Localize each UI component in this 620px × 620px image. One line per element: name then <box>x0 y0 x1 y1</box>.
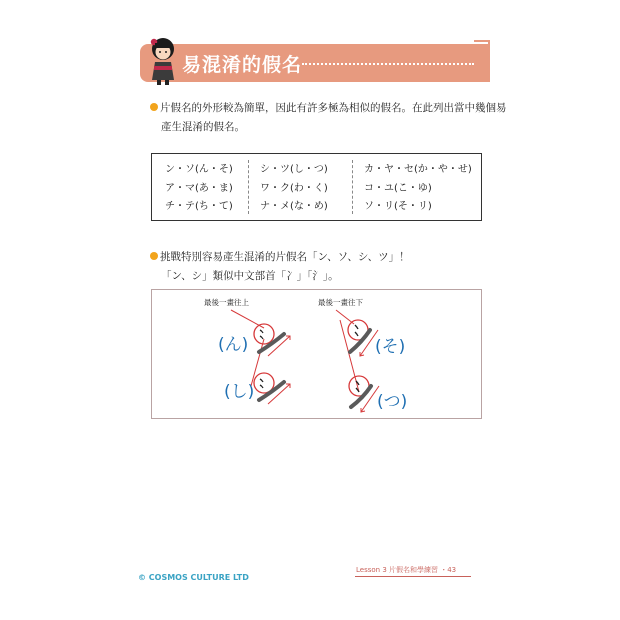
footer-rule <box>355 576 471 577</box>
kana-column-2 <box>260 161 328 217</box>
challenge-line-1 <box>150 250 410 264</box>
brush-stroke-down <box>350 330 370 352</box>
intro-line-1 <box>150 101 507 115</box>
kana-pair: コ・ユ(こ・ゆ) <box>364 182 432 194</box>
banner-corner-decoration <box>474 40 490 56</box>
kana-pair: チ・テ(ち・て) <box>165 201 233 212</box>
column-divider <box>352 160 353 214</box>
challenge-text-1: 挑戰特別容易產生混淆的片假名「ン、ソ、シ、ツ」！ <box>160 251 410 263</box>
label-last-stroke-up: 最後一畫往上 <box>204 298 249 307</box>
stroke-dots <box>355 325 358 336</box>
kana-comparison-box <box>151 153 482 221</box>
copyright-text: © COSMOS CULTURE LTD <box>138 573 249 582</box>
column-divider <box>248 160 249 214</box>
kana-pair: ン・ソ(ん・そ) <box>165 164 233 175</box>
kana-pair: カ・ヤ・セ(か・や・せ) <box>364 164 472 175</box>
intro-text-1: 片假名的外形較為簡單，因此有許多極為相似的假名。在此列出當中幾個易 <box>160 102 507 114</box>
hiragana-shi-label: (し) <box>224 382 255 402</box>
banner-dotted-line <box>302 63 474 65</box>
kana-pair: ア・マ(あ・ま) <box>165 182 233 194</box>
stroke-direction-diagram <box>151 289 482 419</box>
brush-stroke-up <box>259 382 284 400</box>
brush-stroke-down <box>351 386 371 407</box>
kana-pair: シ・ツ(し・つ) <box>260 164 328 175</box>
kana-pair: ソ・リ(そ・リ) <box>364 201 432 212</box>
label-last-stroke-down: 最後一畫往下 <box>318 298 363 307</box>
bullet-icon <box>150 252 158 260</box>
kana-pair: ワ・ク(わ・く) <box>260 182 328 194</box>
hiragana-so-label: (そ) <box>375 337 406 357</box>
stroke-dots <box>260 330 263 339</box>
intro-line-2: 產生混淆的假名。 <box>161 121 245 133</box>
pointer-line <box>251 339 264 386</box>
mascot-girl-icon <box>146 36 180 86</box>
stroke-diagram-svg <box>152 290 483 420</box>
lesson-footer: Lesson 3 片假名和學練習 ・43 <box>356 566 457 574</box>
kana-column-1 <box>165 161 233 217</box>
challenge-line-2: 「ン、シ」類似中文部首「冫」「氵」。 <box>161 270 339 282</box>
stroke-dots <box>260 379 263 388</box>
section-title: 易混淆的假名 <box>182 54 303 76</box>
kana-pair: ナ・メ(な・め) <box>260 201 328 212</box>
hiragana-n-label: (ん) <box>218 335 249 355</box>
highlight-circle <box>254 324 274 344</box>
hiragana-tsu-label: (つ) <box>377 392 408 412</box>
bullet-icon <box>150 103 158 111</box>
kana-column-3 <box>364 161 472 217</box>
